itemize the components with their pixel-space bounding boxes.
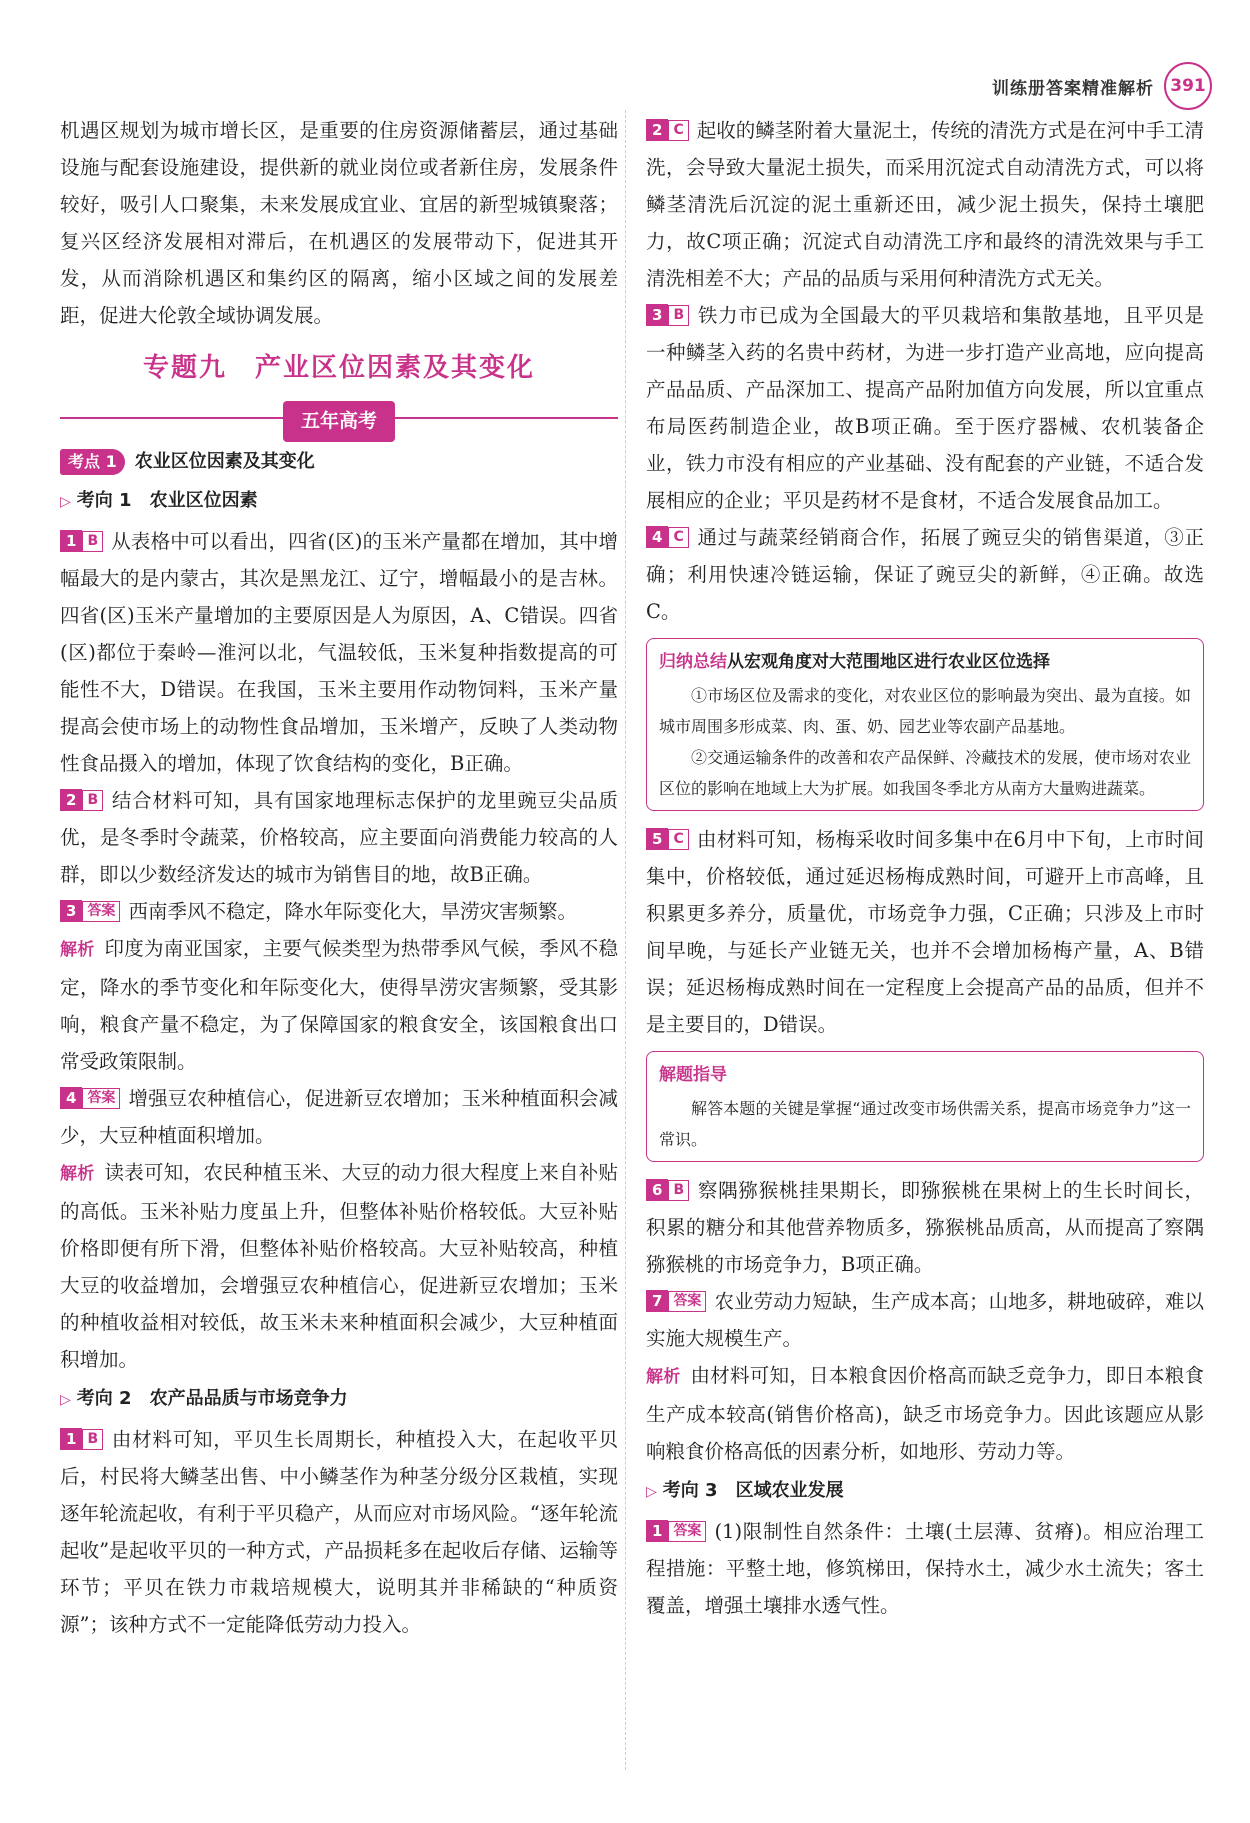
answer-badge [646, 526, 689, 548]
question-number: 5 [646, 828, 668, 850]
answer-item [646, 519, 1204, 630]
answer-text: 由材料可知，平贝生长周期长，种植投入大，在起收平贝后，村民将大鳞茎出售、中小鳞茎作为种茎分级分区栽植，实现逐年轮流起收，有利于平贝稳产，从而应对市场风险。“逐年轮流起收”是起收平贝的一种方式，产品损耗多在起收后存储、运输等环节；平贝在铁力市栽培规模大，说明其并非稀缺的“种质资源”；该种方式不一定能降低劳动力投入。 [60, 1428, 618, 1636]
question-number: 4 [60, 1087, 82, 1109]
guide-text: 解答本题的关键是掌握“通过改变市场供需关系，提高市场竞争力”这一常识。 [659, 1099, 1191, 1149]
guide-box-title [659, 1060, 1191, 1091]
answer-text: 从表格中可以看出，四省(区)的玉米产量都在增加，其中增幅最大的是内蒙古，其次是黑龙江、辽宁，增幅最小的是吉林。四省(区)玉米产量增加的主要原因是人为原因，A、C错误。四省(区)都位于秦岭—淮河以北，气温较低，玉米复种指数提高的可能性不大，D错误。在我国，玉米主要用作动物饲料，玉米产量提高会使市场上的动物性食品增加，玉米增产，反映了人类动物性食品摄入的增加，体现了饮食结构的变化，B正确。 [60, 530, 618, 775]
question-number: 1 [60, 530, 82, 552]
summary-point-2: ②交通运输条件的改善和农产品保鲜、冷藏技术的发展，使市场对农业区位的影响在地域上大为扩展。如我国冬季北方从南方大量购进蔬菜。 [659, 748, 1191, 798]
answer-letter: B [82, 1429, 103, 1450]
question-number: 4 [646, 526, 668, 548]
jiexi-text: 印度为南亚国家，主要气候类型为热带季风气候，季风不稳定，降水的季节变化和年际变化大，使得旱涝灾害频繁，受其影响，粮食产量不稳定，为了保障国家的粮食安全，该国粮食出口常受政策限制。 [60, 937, 618, 1073]
summary-box-label: 归纳总结 [659, 652, 727, 672]
summary-point-1: ①市场区位及需求的变化，对农业区位的影响最为突出、最为直接。如城市周围多形成菜、肉、蛋、奶、园艺业等农副产品基地。 [659, 686, 1191, 736]
answer-letter: C [668, 829, 688, 850]
guide-box [646, 1051, 1204, 1162]
question-number: 2 [646, 119, 668, 141]
band-label: 五年高考 [283, 401, 395, 442]
kaoxiang-2-text: 考向 2 农产品品质与市场竞争力 [76, 1388, 348, 1409]
answer-letter: 答案 [668, 1291, 706, 1312]
left-column [60, 112, 618, 1643]
kaoxiang-3-text: 考向 3 区域农业发展 [662, 1480, 844, 1501]
answer-letter: 答案 [82, 901, 120, 922]
answer-letter: B [668, 1180, 689, 1201]
answer-badge [646, 119, 689, 141]
answer-letter: B [82, 531, 103, 552]
column-divider [625, 110, 626, 1770]
triangle-icon: ▷ [60, 1392, 71, 1408]
answer-item [646, 1283, 1204, 1357]
answer-badge [646, 828, 689, 850]
answer-letter: C [668, 120, 688, 141]
kaodian-tag: 考点 1 [60, 449, 125, 475]
answer-letter: B [668, 305, 689, 326]
right-column [646, 112, 1204, 1624]
answer-letter: B [82, 790, 103, 811]
answer-text: 结合材料可知，具有国家地理标志保护的龙里豌豆尖品质优，是冬季时令蔬菜，价格较高，应主要面向消费能力较高的人群，即以少数经济发达的城市为销售目的地，故B正确。 [60, 789, 618, 886]
answer-badge [60, 1428, 103, 1450]
answer-badge [646, 304, 689, 326]
jiexi-text: 读表可知，农民种植玉米、大豆的动力很大程度上来自补贴的高低。玉米补贴力度虽上升，但整体补贴价格较低。大豆补贴价格即便有所下滑，但整体补贴价格较高。大豆补贴较高，种植大豆的收益增加，会增强豆农种植信心，促进新豆农增加；玉米的种植收益相对较低，故玉米未来种植面积会减少，大豆种植面积增加。 [60, 1161, 618, 1371]
page-header [992, 62, 1212, 110]
answer-text: 铁力市已成为全国最大的平贝栽培和集散基地，且平贝是一种鳞茎入药的名贵中药材，为进一步打造产业高地，应向提高产品品质、产品深加工、提高产品附加值方向发展，所以宜重点布局医药制造企业，故B项正确。至于医疗器械、农机装备企业，铁力市没有相应的产业基础、没有配套的产业链，不适合发展相应的企业；平贝是药材不是食材，不适合发展食品加工。 [646, 304, 1204, 512]
kaodian-text: 农业区位因素及其变化 [134, 451, 315, 472]
jiexi-item [60, 1154, 618, 1378]
kaoxiang-3 [646, 1472, 1204, 1511]
section-band [60, 397, 618, 437]
summary-box-heading: 从宏观角度对大范围地区进行农业区位选择 [727, 652, 1050, 672]
answer-badge [60, 789, 103, 811]
answer-item [60, 893, 618, 930]
jiexi-item [646, 1357, 1204, 1470]
question-number: 3 [60, 900, 82, 922]
answer-text: 察隅猕猴桃挂果期长，即猕猴桃在果树上的生长时间长，积累的糖分和其他营养物质多，猕猴桃品质高，从而提高了察隅猕猴桃的市场竞争力，B项正确。 [646, 1179, 1204, 1276]
answer-badge [60, 900, 120, 922]
kaoxiang-1-text: 考向 1 农业区位因素 [76, 490, 258, 511]
answer-badge [60, 1087, 120, 1109]
answer-text: 通过与蔬菜经销商合作，拓展了豌豆尖的销售渠道，③正确；利用快速冷链运输，保证了豌豆尖的新鲜，④正确。故选C。 [646, 526, 1204, 623]
answer-text: 由材料可知，杨梅采收时间多集中在6月中下旬，上市时间集中，价格较低，通过延迟杨梅成熟时间，可避开上市高峰，且积累更多养分，质量优，市场竞争力强，C正确；只涉及上市时间早晚，与延长产业链无关，也并不会增加杨梅产量，A、B错误；延迟杨梅成熟时间在一定程度上会提高产品的品质，但并不是主要目的，D错误。 [646, 828, 1204, 1036]
answer-badge [646, 1179, 689, 1201]
answer-item [60, 523, 618, 782]
answer-letter: 答案 [82, 1088, 120, 1109]
answer-item [60, 1421, 618, 1643]
question-number: 3 [646, 304, 668, 326]
answer-text: 西南季风不稳定，降水年际变化大，旱涝灾害频繁。 [128, 900, 577, 923]
summary-box-title [659, 647, 1191, 678]
triangle-icon: ▷ [60, 494, 71, 510]
answer-item [646, 297, 1204, 519]
jiexi-label: 解析 [60, 940, 95, 960]
intro-paragraph: 机遇区规划为城市增长区，是重要的住房资源储蓄层，通过基础设施与配套设施建设，提供新的就业岗位或者新住房，发展条件较好，吸引人口聚集，未来发展成宜业、宜居的新型城镇聚落；复兴区经济发展相对滞后，在机遇区的发展带动下，促进其开发，从而消除机遇区和集约区的隔离，缩小区域之间的发展差距，促进大伦敦全域协调发展。 [60, 119, 618, 327]
kaodian-heading [60, 443, 618, 480]
answer-text: 起收的鳞茎附着大量泥土，传统的清洗方式是在河中手工清洗，会导致大量泥土损失，而采用沉淀式自动清洗方式，可以将鳞茎清洗后沉淀的泥土重新还田，减少泥土损失，保持土壤肥力，故C项正确；沉淀式自动清洗工序和最终的清洗效果与手工清洗相差不大；产品的品质与采用何种清洗方式无关。 [646, 119, 1204, 290]
triangle-icon: ▷ [646, 1484, 657, 1500]
question-number: 2 [60, 789, 82, 811]
topic-title: 专题九 产业区位因素及其变化 [142, 353, 535, 383]
question-number: 1 [60, 1428, 82, 1450]
answer-text: 增强豆农种植信心，促进新豆农增加；玉米种植面积会减少，大豆种植面积增加。 [60, 1087, 618, 1147]
header-title: 训练册答案精准解析 [992, 78, 1154, 99]
answer-text: (1)限制性自然条件：土壤(土层薄、贫瘠)。相应治理工程措施：平整土地，修筑梯田，保持水土，减少水土流失；客土覆盖，增强土壤排水透气性。 [646, 1520, 1204, 1617]
answer-letter: C [668, 527, 688, 548]
guide-box-label: 解题指导 [659, 1065, 727, 1085]
jiexi-text: 由材料可知，日本粮食因价格高而缺乏竞争力，即日本粮食生产成本较高(销售价格高)，缺乏市场竞争力。因此该题应从影响粮食价格高低的因素分析，如地形、劳动力等。 [646, 1364, 1204, 1463]
answer-item [646, 821, 1204, 1043]
answer-badge [646, 1290, 706, 1312]
jiexi-label: 解析 [60, 1164, 95, 1184]
kaoxiang-2 [60, 1380, 618, 1419]
jiexi-item [60, 930, 618, 1080]
question-number: 6 [646, 1179, 668, 1201]
answer-item [646, 1172, 1204, 1283]
question-number: 1 [646, 1520, 668, 1542]
answer-item [646, 112, 1204, 297]
answer-badge [646, 1520, 706, 1542]
question-number: 7 [646, 1290, 668, 1312]
jiexi-label: 解析 [646, 1367, 681, 1387]
answer-letter: 答案 [668, 1521, 706, 1542]
answer-badge [60, 530, 103, 552]
answer-item [646, 1513, 1204, 1624]
summary-box [646, 638, 1204, 811]
kaoxiang-1 [60, 482, 618, 521]
answer-item [60, 782, 618, 893]
page-number: 391 [1164, 62, 1212, 110]
answer-item [60, 1080, 618, 1154]
answer-text: 农业劳动力短缺，生产成本高；山地多，耕地破碎，难以实施大规模生产。 [646, 1290, 1204, 1350]
